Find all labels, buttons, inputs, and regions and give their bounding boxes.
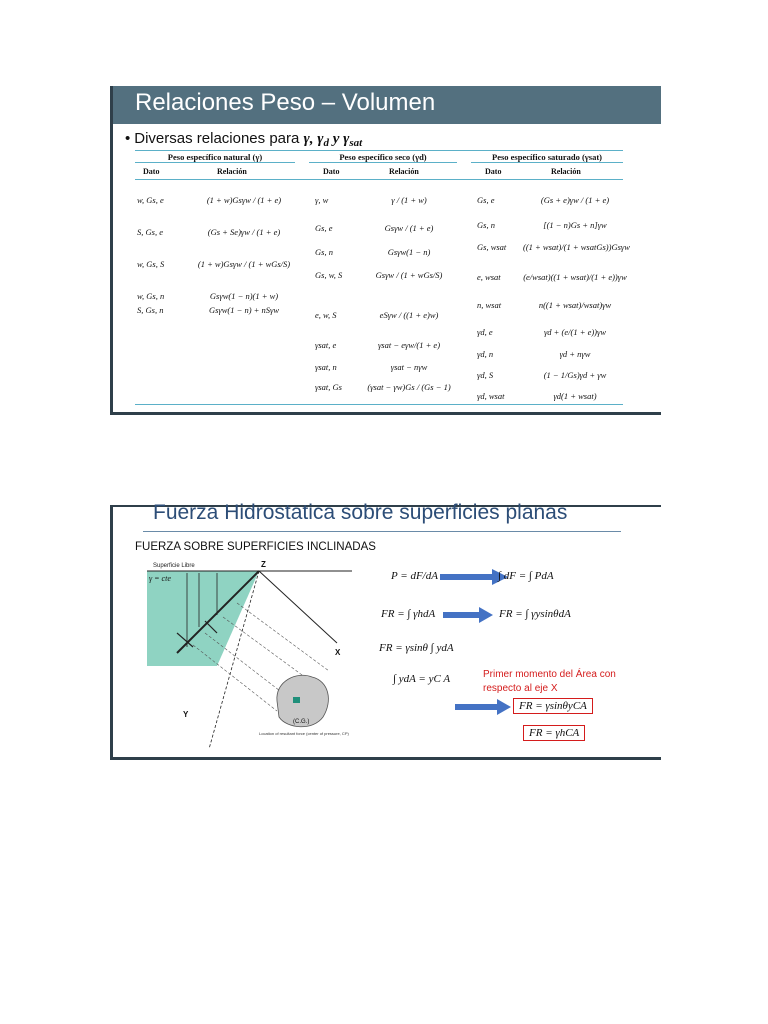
saturado-relacion: n((1 + wsat)/wsat)γw — [538, 300, 612, 310]
cg-label: (C.G.) — [293, 719, 310, 725]
col-relacion-2: Relación — [389, 167, 419, 176]
seco-relacion: γ / (1 + w) — [391, 195, 427, 205]
seco-dato: γsat, n — [315, 362, 337, 372]
seco-relacion: Gsγw / (1 + e) — [384, 223, 434, 233]
saturado-dato: Gs, n — [477, 220, 495, 230]
natural-relacion: Gsγw(1 − n)(1 + w) — [209, 291, 279, 301]
inclined-surface-diagram — [147, 561, 357, 751]
equation-fr-sin-integral: FR = γsinθ ∫ ydA — [379, 642, 454, 654]
natural-dato: S, Gs, e — [137, 227, 163, 237]
slide-subtitle: FUERZA SOBRE SUPERFICIES INCLINADAS — [135, 541, 376, 553]
natural-dato: w, Gs, n — [137, 291, 165, 301]
seco-relacion: Gsγw / (1 + wGs/S) — [375, 270, 443, 280]
slide-fuerza-hidrostatica — [110, 501, 661, 760]
seco-dato: Gs, w, S — [315, 270, 343, 280]
saturado-dato: γd, e — [477, 327, 493, 337]
equation-first-moment: ∫ ydA = yC A — [393, 673, 451, 685]
col-dato-2: Dato — [323, 167, 340, 176]
bullet-y-gamma: y γ — [329, 131, 350, 147]
seco-dato: Gs, e — [315, 223, 333, 233]
col-relacion-1: Relación — [217, 167, 247, 176]
bullet-line — [125, 130, 362, 149]
free-surface-label: Superficie Libre — [153, 563, 195, 569]
saturado-dato: e, wsat — [477, 272, 501, 282]
col-dato-3: Dato — [485, 167, 502, 176]
equation-pressure-integral: ∫ dF = ∫ PdA — [498, 570, 554, 582]
bullet-sub-sat: sat — [349, 137, 363, 149]
group-seco: Peso específico seco (γd) — [339, 152, 427, 162]
bullet-gamma: γ, γ — [303, 131, 324, 147]
saturado-relacion: γd + (e/(1 + e))γw — [543, 327, 607, 337]
saturado-dato: Gs, wsat — [477, 242, 507, 252]
title-underline — [143, 531, 621, 532]
seco-relacion: Gsγw(1 − n) — [387, 247, 431, 257]
element-area-da — [293, 697, 300, 703]
bullet-text: Diversas relaciones para — [134, 130, 304, 147]
natural-relacion: Gsγw(1 − n) + nSγw — [208, 305, 280, 315]
y-axis-label: Y — [183, 710, 189, 719]
saturado-relacion: γd + nγw — [559, 349, 591, 359]
seco-dato: e, w, S — [315, 310, 337, 320]
saturado-dato: γd, n — [477, 349, 494, 359]
saturado-relacion: ((1 + wsat)/(1 + wsatGs))Gsγw — [523, 242, 630, 252]
x-axis-label: X — [335, 648, 341, 657]
table-group-rule-2 — [309, 162, 457, 163]
natural-dato: w, Gs, S — [137, 259, 165, 269]
seco-dato: γ, w — [315, 195, 329, 205]
col-dato-1: Dato — [143, 167, 160, 176]
natural-relacion: (Gs + Se)γw / (1 + e) — [207, 227, 281, 237]
saturado-dato: n, wsat — [477, 300, 502, 310]
group-natural: Peso específico natural (γ) — [167, 152, 263, 162]
cp-label: Location of resultant force (center of pressure, CP) — [259, 731, 349, 736]
seco-relacion: eSγw / ((1 + e)w) — [379, 310, 439, 320]
seco-dato: γsat, e — [315, 340, 337, 350]
result-box-fr-hc: FR = γhCA — [523, 725, 585, 741]
saturado-relacion: [(1 − n)Gs + n]γw — [543, 220, 607, 230]
saturado-dato: γd, wsat — [477, 391, 505, 401]
result-box-fr-sin: FR = γsinθyCA — [513, 698, 593, 714]
saturado-relacion: γd(1 + wsat) — [553, 391, 597, 401]
slide-header-bar — [113, 86, 661, 124]
table-top-rule — [135, 150, 623, 151]
seco-relacion: γsat − nγw — [390, 362, 428, 372]
col-relacion-3: Relación — [551, 167, 581, 176]
gamma-constant-label: γ = cte — [149, 574, 171, 583]
equation-fr-gamma-h: FR = ∫ γhdA — [381, 608, 436, 620]
slide-title: Relaciones Peso – Volumen — [135, 89, 436, 116]
saturado-relacion: (Gs + e)γw / (1 + e) — [540, 195, 610, 205]
natural-dato: w, Gs, e — [137, 195, 164, 205]
table-group-rule-3 — [471, 162, 623, 163]
saturado-relacion: (e/wsat)((1 + wsat)/(1 + e))γw — [523, 272, 627, 282]
projection-line — [237, 603, 329, 671]
slide-title: Fuerza Hidrostatica sobre superficies planas — [153, 501, 568, 524]
first-moment-note: Primer momento del Área con respecto al eje X — [483, 669, 616, 694]
seco-relacion: γsat − eγw/(1 + e) — [377, 340, 441, 350]
natural-relacion: (1 + w)Gsγw / (1 + e) — [206, 195, 282, 205]
slide-relaciones-peso-volumen — [110, 86, 661, 415]
seco-dato: γsat, Gs — [315, 382, 342, 392]
natural-dato: S, Gs, n — [137, 305, 164, 315]
seco-relacion: (γsat − γw)Gs / (Gs − 1) — [367, 382, 451, 392]
bullet-sub-d: d — [323, 137, 329, 149]
table-group-rule-1 — [135, 162, 295, 163]
table-header-rule — [135, 179, 623, 180]
equation-pressure: P = dF/dA — [391, 570, 438, 582]
z-axis-label: Z — [261, 561, 266, 569]
bullet-dot: • — [125, 130, 131, 147]
water-region — [147, 571, 259, 666]
equation-fr-gamma-y-sin: FR = ∫ γysinθdA — [499, 608, 571, 620]
natural-relacion: (1 + w)Gsγw / (1 + wGs/S) — [197, 259, 291, 269]
saturado-relacion: (1 − 1/Gs)γd + γw — [543, 370, 607, 380]
saturado-dato: Gs, e — [477, 195, 495, 205]
projection-line — [193, 645, 277, 711]
x-axis-line — [259, 571, 337, 643]
saturado-dato: γd, S — [477, 370, 494, 380]
blue-arrow-icon — [443, 607, 495, 623]
blue-arrow-icon — [455, 699, 513, 715]
seco-dato: Gs, n — [315, 247, 333, 257]
group-saturado: Peso específico saturado (γsat) — [492, 152, 602, 162]
table-bottom-rule — [135, 404, 623, 405]
